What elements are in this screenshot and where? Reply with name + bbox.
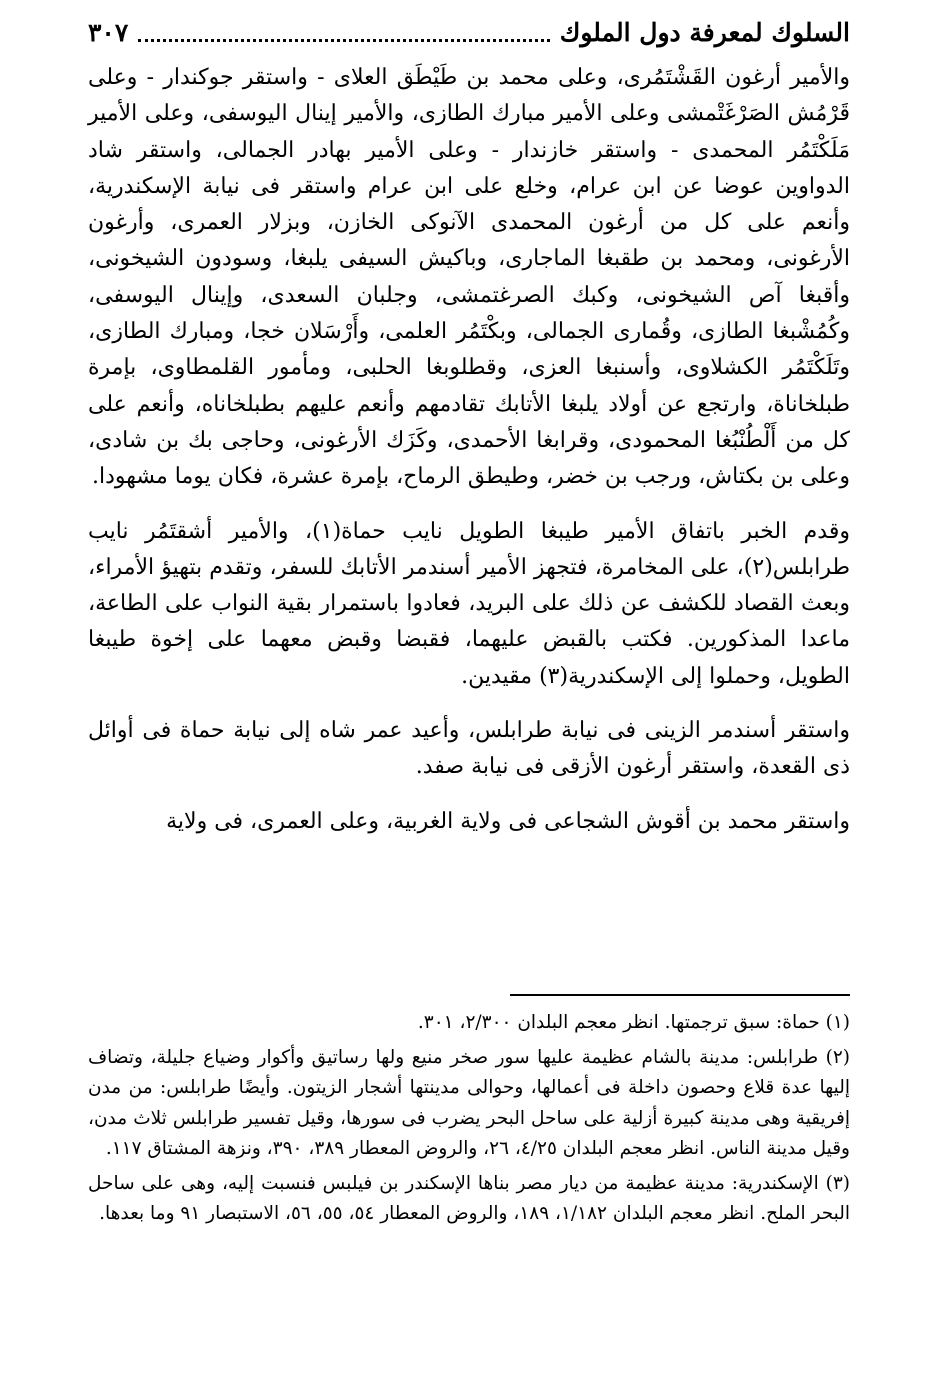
running-head bbox=[88, 14, 850, 50]
running-head-title: السلوك لمعرفة دول الملوك bbox=[559, 17, 850, 47]
footnote: (٣) الإسكندرية: مدينة عظيمة من ديار مصر بناها الإسكندر بن فيلبس فنسبت إليه، وهى على ساحل البحر الملح. انظر معجم البلدان ١/١٨٢، ١٨٩، والروض المعطار ٥٤، ٥٥، ٥٦، الاستبصار ٩١ وما بعدها. bbox=[88, 1172, 850, 1224]
footnote: (١) حماة: سبق ترجمتها. انظر معجم البلدان ٢/٣٠٠، ٣٠١. bbox=[417, 1012, 850, 1033]
footnote: (٢) طرابلس: مدينة بالشام عظيمة عليها سور صخر منيع ولها رساتيق وأكوار وضياع جليلة، وتضاف إليها عدة قلاع وحصون داخلة فى أعمالها، وحوالى مدينتها أشجار الزيتون. وأيضًا طرابلس: من مدن إفريقية وهى مدينة كبيرة أزلية على ساحل البحر يضرب فى سورها، وقيل تفسير طرابلس ثلاث مدن، وقيل مدينة الناس. انظر معجم البلدان ٤/٢٥، ٢٦، والروض المعطار ٣٨٩، ٣٩٠، ونزهة المشتاق ١١٧. bbox=[88, 1046, 850, 1159]
footnotes bbox=[88, 1008, 850, 1230]
page-number: ٣٠٧ bbox=[88, 17, 129, 47]
paragraph: واستقر محمد بن أقوش الشجاعى فى ولاية الغربية، وعلى العمرى، فى ولاية bbox=[166, 808, 850, 834]
paragraph: والأمير أرغون القَشْتَمُرى، وعلى محمد بن طَيْطَق العلاى - واستقر جوكندار - وعلى قَرْمُش الصَرْغَتْمشى وعلى الأمير مبارك الطازى، والأمير إينال اليوسفى، وعلى الأمير مَلَكْتَمُر المحمدى - واستقر خازندار - وعلى الأمير بهادر الجمالى، واستقر شاد الدواوين عوضا عن ابن عرام، وخلع على ابن عرام واستقر فى نيابة الإسكندرية، وأنعم على كل من أرغون المحمدى الآنوكى الخازن، وبزلار العمرى، وأرغون الأرغونى، ومحمد بن طقبغا الماجارى، وباكيش السيفى يلبغا، وسودون الشيخونى، وأقبغا آص الشيخونى، وكبك الصرغتمشى، وجلبان السعدى، وإينال اليوسفى، وكُمُشْبغا الطازى، وقُمارى الجمالى، وبكْتَمُر العلمى، وأَرْسَلان خجا، ومبارك الطازى، وتَلَكْتَمُر الكشلاوى، وأسنبغا العزى، وقطلوبغا الحلبى، ومأمور القلمطاوى، بإمرة طبلخاناة، وارتجع عن أولاد يلبغا الأتابك تقادمهم وأنعم عليهم بطبلخاناه، وأنعم على كل من أَلْطُنْبُغا المحمودى، وقرابغا الأحمدى، وكَزَك الأرغونى، وحاجى بك بن شادى، وعلى بن بكتاش، ورجب بن خضر، وطيطق الرماح، بإمرة عشرة، فكان يوما مشهودا. bbox=[88, 65, 850, 490]
footnote-separator bbox=[510, 994, 850, 996]
paragraph: واستقر أسندمر الزينى فى نيابة طرابلس، وأعيد عمر شاه إلى نيابة حماة فى أوائل ذى القعدة، واستقر أرغون الأزقى فى نيابة صفد. bbox=[88, 718, 850, 780]
leader-dots bbox=[138, 23, 549, 42]
main-text bbox=[88, 60, 850, 840]
paragraph: وقدم الخبر باتفاق الأمير طيبغا الطويل نايب حماة(١)، والأمير أشقتَمُر نايب طرابلس(٢)، على المخامرة، فتجهز الأمير أسندمر الأتابك للسفر، وتقدم بتهيؤ الأمراء، وبعث القصاد للكشف عن ذلك على البريد، فعادوا باستمرار بقية النواب على الطاعة، ماعدا المذكورين. فكتب بالقبض عليهما، فقبضا وقبض معهما على إخوة طيبغا الطويل، وحملوا إلى الإسكندرية(٣) مقيدين. bbox=[88, 518, 850, 689]
